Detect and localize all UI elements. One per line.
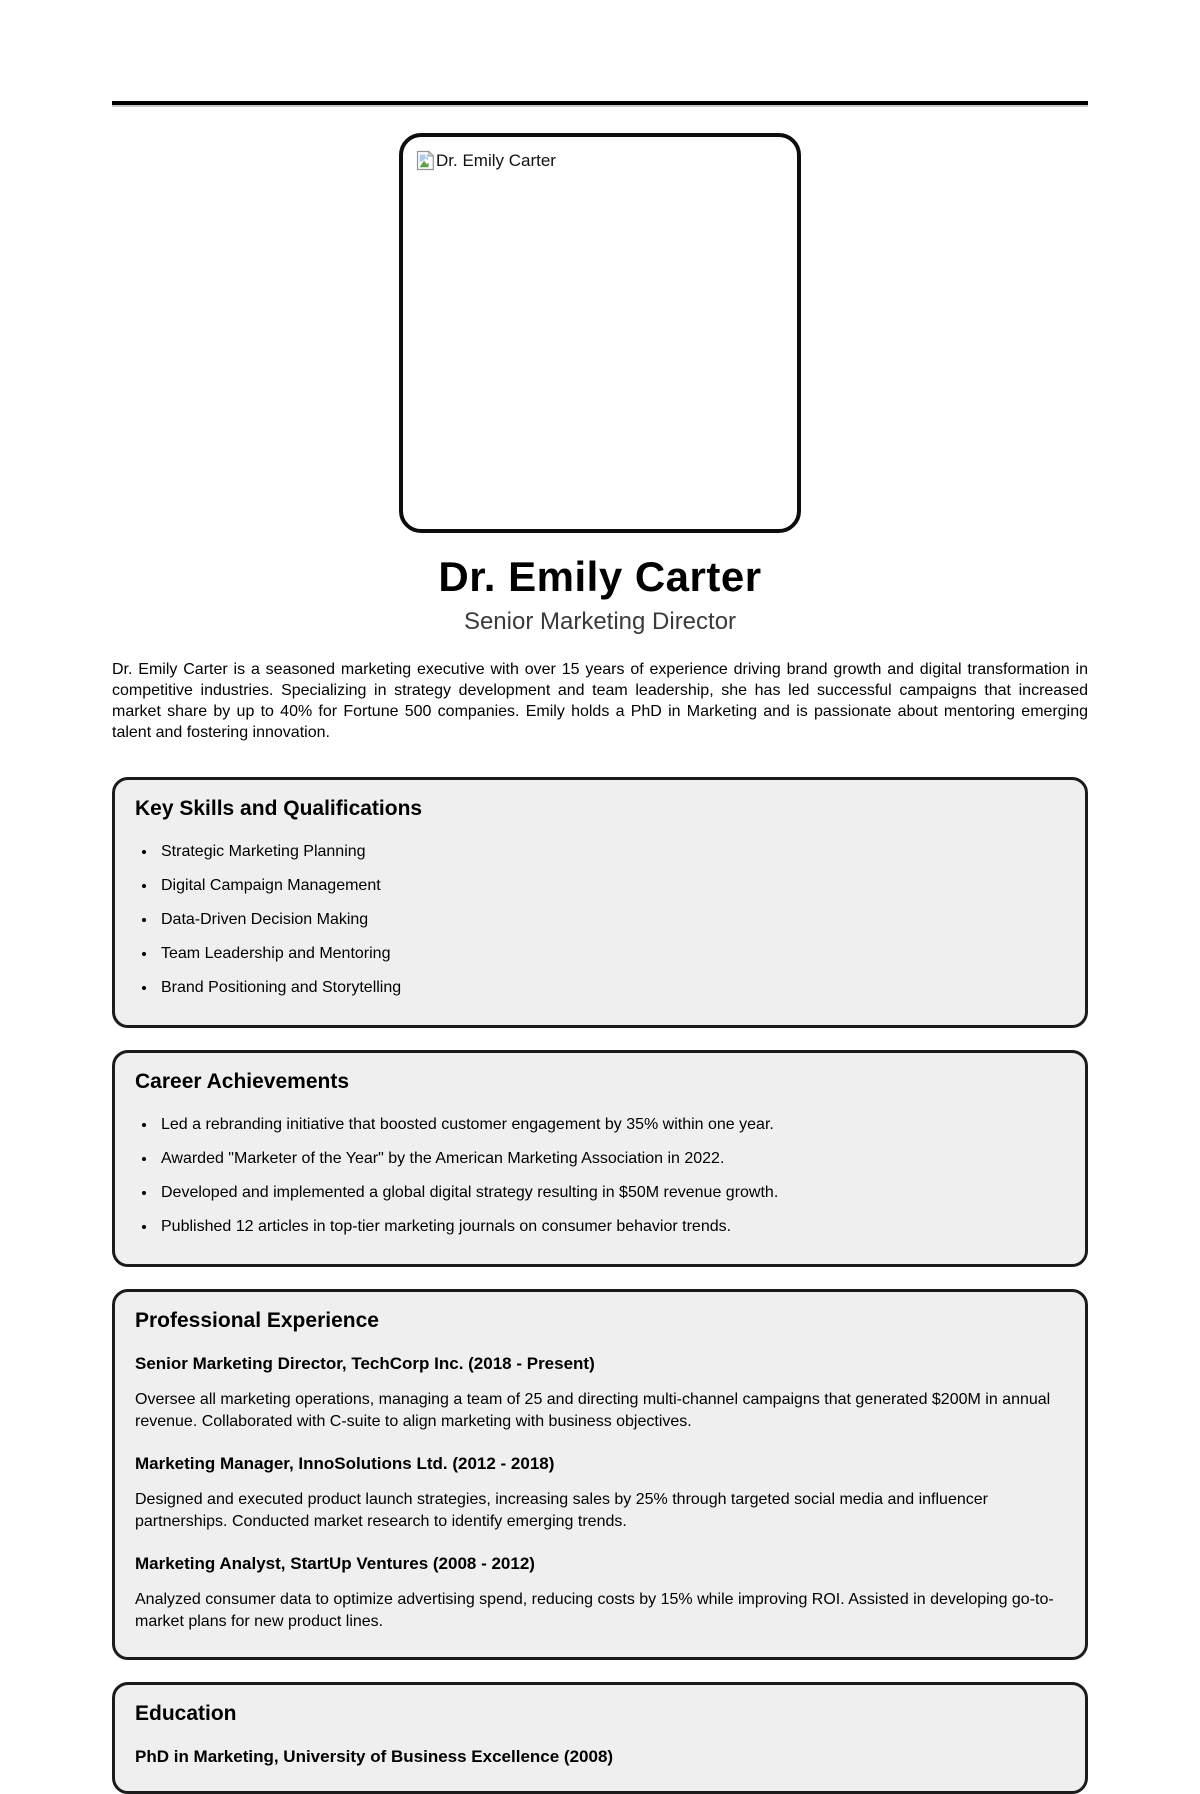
list-item: • Strategic Marketing Planning [157, 841, 1065, 863]
broken-image-icon [416, 150, 435, 171]
job-entry [135, 1354, 1065, 1433]
achievements-heading: Career Achievements [135, 1070, 349, 1093]
bio-paragraph: Dr. Emily Carter is a seasoned marketing executive with over 15 years of experience driving brand growth and digital transformation in competitive industries. Specializing in strategy development and team leadership, she has led successful campaigns that increased market share by up to 40% for Fortune 500 companies. Emily holds a PhD in Marketing and is passionate about mentoring emerging talent and fostering innovation. [112, 661, 1088, 741]
skills-card [112, 777, 1088, 1028]
skills-heading: Key Skills and Qualifications [135, 797, 423, 820]
job-title: Senior Marketing Director, TechCorp Inc. (2018 - Present) [135, 1354, 595, 1373]
job-entry [135, 1454, 1065, 1533]
photo-alt-text: Dr. Emily Carter [436, 150, 556, 170]
list-item: • Data-Driven Decision Making [157, 909, 1065, 931]
education-card [112, 1682, 1088, 1794]
education-list [135, 1747, 1065, 1767]
job-entry [135, 1554, 1065, 1633]
achievements-card [112, 1050, 1088, 1267]
achievements-list [135, 1114, 1065, 1238]
job-description: Designed and executed product launch strategies, increasing sales by 25% through targeted social media and influencer partnerships. Conducted market research to identify emerging trends. [135, 1491, 988, 1530]
job-title: Marketing Manager, InnoSolutions Ltd. (2012 - 2018) [135, 1454, 555, 1473]
list-item: • Published 12 articles in top-tier marketing journals on consumer behavior trends. [157, 1216, 1065, 1238]
job-title: Marketing Analyst, StartUp Ventures (2008 - 2012) [135, 1554, 535, 1573]
list-item: • Awarded "Marketer of the Year" by the American Marketing Association in 2022. [157, 1148, 1065, 1170]
experience-list [135, 1354, 1065, 1633]
list-item: • Brand Positioning and Storytelling [157, 977, 1065, 999]
page-title: Dr. Emily Carter [438, 553, 762, 600]
resume-page [112, 0, 1088, 1794]
top-divider [112, 101, 1088, 107]
list-item: • Team Leadership and Mentoring [157, 943, 1065, 965]
job-description: Oversee all marketing operations, managing a team of 25 and directing multi-channel campaigns that generated $200M in annual revenue. Collaborated with C-suite to align marketing with business objectives. [135, 1391, 1051, 1430]
experience-card [112, 1289, 1088, 1660]
profile-photo-frame [399, 133, 801, 533]
education-heading: Education [135, 1702, 237, 1725]
list-item: • Developed and implemented a global digital strategy resulting in $50M revenue growth. [157, 1182, 1065, 1204]
degree-title: PhD in Marketing, University of Business Excellence (2008) [135, 1747, 614, 1766]
broken-image-placeholder [416, 150, 556, 171]
job-description: Analyzed consumer data to optimize advertising spend, reducing costs by 15% while improving ROI. Assisted in developing go-to-market plans for new product lines. [135, 1591, 1054, 1630]
page-subtitle: Senior Marketing Director [463, 608, 737, 635]
list-item: • Led a rebranding initiative that boosted customer engagement by 35% within one year. [157, 1114, 1065, 1136]
list-item: • Digital Campaign Management [157, 875, 1065, 897]
experience-heading: Professional Experience [135, 1309, 379, 1332]
skills-list [135, 841, 1065, 999]
degree-entry [135, 1747, 1065, 1767]
